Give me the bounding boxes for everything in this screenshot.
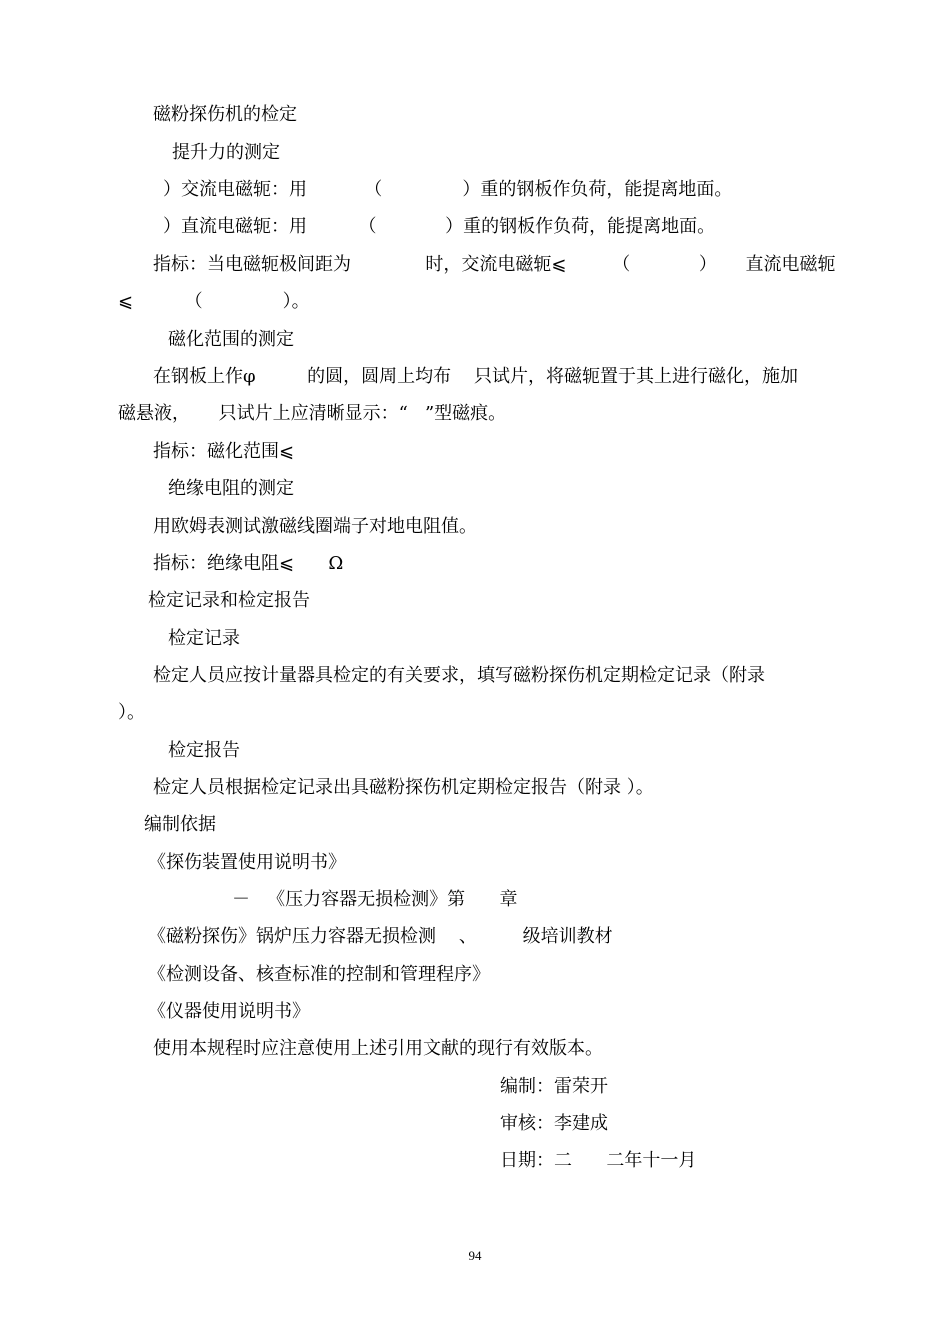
subsection-heading: 检定报告 <box>168 740 240 761</box>
subsection-heading: 磁化范围的测定 <box>168 329 294 350</box>
section-heading: 编制依据 <box>144 814 216 835</box>
text-line: 用欧姆表测试激磁线圈端子对地电阻值。 <box>153 516 477 537</box>
text-line: 磁悬液， 只试片上应清晰显示：“ ”型磁痕。 <box>118 403 507 424</box>
page-number: 94 <box>468 1248 482 1263</box>
subsection-heading: 提升力的测定 <box>172 142 280 163</box>
text-line: ）直流电磁轭：用 （ ）重的钢板作负荷，能提离地面。 <box>163 216 716 237</box>
reference-item: － 《压力容器无损检测》第 章 <box>232 889 518 910</box>
reviewer-line: 审核：李建成 <box>500 1113 608 1134</box>
text-line: 指标：磁化范围⩽ <box>153 441 295 462</box>
text-line: 在钢板上作φ 的圆，圆周上均布 只试片，将磁轭置于其上进行磁化，施加 <box>153 366 798 387</box>
text-line: 使用本规程时应注意使用上述引用文献的现行有效版本。 <box>153 1038 603 1059</box>
section-heading: 磁粉探伤机的检定 <box>153 104 297 125</box>
subsection-heading: 检定记录 <box>168 628 240 649</box>
text-line: 检定人员应按计量器具检定的有关要求，填写磁粉探伤机定期检定记录（附录 <box>153 665 765 686</box>
text-line: ⩽ （ ）。 <box>118 291 310 312</box>
reference-item: 《检测设备、核查标准的控制和管理程序》 <box>148 964 490 985</box>
reference-item: 《探伤装置使用说明书》 <box>148 852 346 873</box>
reference-item: 《仪器使用说明书》 <box>148 1001 310 1022</box>
text-line: 检定人员根据检定记录出具磁粉探伤机定期检定报告（附录 ）。 <box>153 777 654 798</box>
subsection-heading: 绝缘电阻的测定 <box>168 478 294 499</box>
reference-item: 《磁粉探伤》锅炉压力容器无损检测 、 级培训教材 <box>148 926 613 947</box>
text-line: ）。 <box>118 702 145 723</box>
text-line: 指标：绝缘电阻⩽ Ω <box>153 553 344 574</box>
section-heading: 检定记录和检定报告 <box>148 590 310 611</box>
text-line: 指标：当电磁轭极间距为 时，交流电磁轭⩽ （ ） 直流电磁轭 <box>153 254 836 275</box>
date-line: 日期：二 二年十一月 <box>500 1150 697 1171</box>
text-line: ）交流电磁轭：用 （ ）重的钢板作负荷，能提离地面。 <box>163 179 733 200</box>
author-line: 编制：雷荣开 <box>500 1076 608 1097</box>
